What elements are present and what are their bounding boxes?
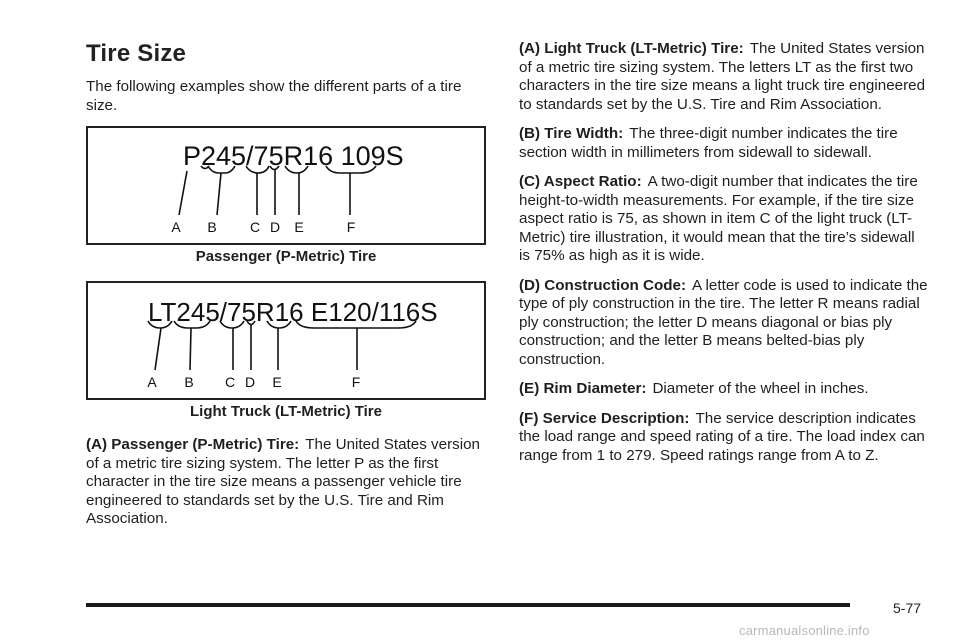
- definition-text: A two-digit number that indicates the tire height-to-width measurements. For example, if the tire size aspect ratio is 75, as shown in item C of the light truck (LT-Metric) tire illustration, it would mean that the tire’s sidewall is 75% as high as it is wide.: [519, 173, 918, 264]
- definition-text: A letter code is used to indicate the type of ply construction in the tire. The letter R means radial ply construction; the letter D means diagonal or bias ply construction; and the letter B means belted-bias ply construction.: [519, 276, 928, 368]
- marker-d: D: [269, 219, 281, 235]
- marker-a: A: [147, 374, 157, 390]
- bracket-marks: [148, 321, 416, 370]
- definition-text: The United States version of a metric tire sizing system. The letter P as the first character in the tire size means a passenger vehicle tire engineered to standards set by the U.S. Tire and Rim Association.: [86, 436, 480, 527]
- definition-term: (E) Rim Diameter:: [519, 380, 647, 397]
- passenger-tire-figure: [86, 126, 486, 245]
- tire-size-code: LT245/75R16 E120/116S: [148, 297, 438, 327]
- definition-text: The service description indicates the load range and speed rating of a tire. The load index can range from 1 to 279. Speed ratings range from A to Z.: [519, 409, 925, 464]
- definition-light-truck-tire: [519, 40, 929, 114]
- passenger-tire-diagram: [88, 128, 484, 243]
- marker-c: C: [249, 219, 261, 235]
- marker-a: A: [171, 219, 181, 235]
- page-number: 5-77: [893, 600, 922, 616]
- definition-text: The United States version of a metric tire sizing system. The letters LT as the first two characters in the tire size means a light truck tire engineered to standards set by the U.S. Tire and Rim Association.: [519, 40, 926, 113]
- marker-f: F: [346, 219, 356, 235]
- definition-term: (A) Passenger (P-Metric) Tire:: [86, 436, 300, 453]
- definition-term: (A) Light Truck (LT-Metric) Tire:: [519, 40, 744, 57]
- passenger-figure-caption: Passenger (P-Metric) Tire: [195, 248, 377, 265]
- marker-f: F: [351, 374, 361, 390]
- definition-passenger-tire: [86, 436, 491, 529]
- footer-rule: [86, 603, 850, 607]
- definition-term: (B) Tire Width:: [519, 125, 624, 142]
- definition-text: The three-digit number indicates the tire section width in millimeters from sidewall to sidewall.: [519, 125, 898, 161]
- right-column: [519, 40, 929, 476]
- definition-term: (D) Construction Code:: [519, 276, 687, 294]
- light-truck-tire-diagram: [88, 283, 484, 398]
- marker-b: B: [184, 374, 194, 390]
- left-column: [86, 40, 491, 540]
- marker-d: D: [244, 374, 256, 390]
- definition-term: (C) Aspect Ratio:: [519, 173, 642, 190]
- tire-size-code: P245/75R16 109S: [183, 141, 404, 171]
- definition-text: Diameter of the wheel in inches.: [652, 380, 869, 397]
- watermark: carmanualsonline.info: [739, 623, 870, 638]
- definition-service-description: [519, 410, 929, 466]
- intro-paragraph: The following examples show the different parts of a tire size.: [86, 78, 462, 114]
- bracket-marks: [179, 166, 376, 215]
- marker-e: E: [272, 374, 282, 390]
- light-truck-tire-figure: [86, 281, 486, 400]
- definition-aspect-ratio: [519, 173, 929, 266]
- definition-tire-width: [519, 125, 929, 162]
- marker-b: B: [207, 219, 217, 235]
- marker-c: C: [224, 374, 236, 390]
- light-truck-figure-caption: Light Truck (LT-Metric) Tire: [190, 403, 382, 420]
- definition-term: (F) Service Description:: [519, 409, 690, 427]
- page-title: Tire Size: [86, 40, 187, 67]
- marker-e: E: [294, 219, 304, 235]
- definition-rim-diameter: [519, 380, 929, 399]
- definition-construction-code: [519, 277, 929, 370]
